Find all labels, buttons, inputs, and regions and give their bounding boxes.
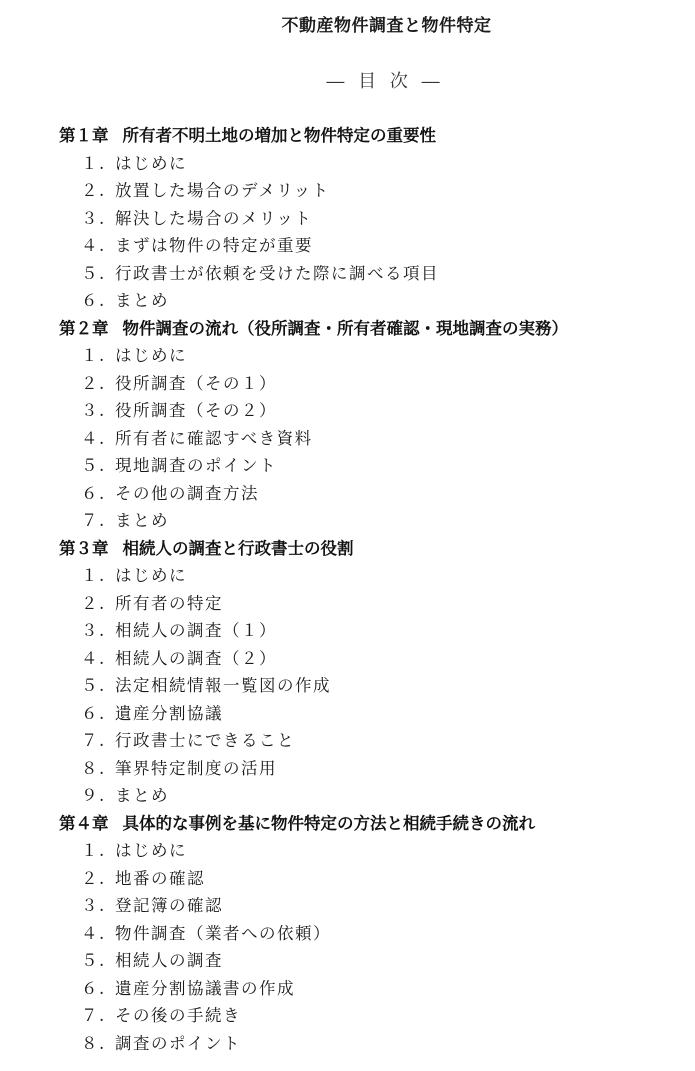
toc-item-text: まずは物件の特定が重要: [115, 236, 313, 255]
toc-item-number: ６.: [81, 978, 106, 998]
toc-item-number: ６.: [81, 483, 106, 503]
toc-item: [59, 645, 679, 673]
toc-item-number: ５.: [81, 263, 106, 283]
chapter-number: 第４章: [59, 813, 109, 833]
toc-item-number: ７.: [81, 511, 106, 530]
toc-item: [59, 177, 679, 205]
toc-item-number: ６.: [81, 291, 106, 310]
toc-item: [59, 370, 679, 398]
toc-item-text: 所有者の特定: [115, 593, 223, 613]
toc-item: [59, 1030, 679, 1058]
toc-item: [59, 480, 679, 508]
document-title: 不動産物件調査と物件特定: [281, 16, 492, 36]
toc-item: [59, 590, 679, 618]
toc-item: [59, 837, 679, 865]
toc-item-number: ４.: [81, 923, 106, 943]
toc-item-number: ２.: [81, 868, 106, 888]
toc-item-number: ４.: [81, 236, 106, 255]
toc-item: [59, 617, 679, 645]
toc-item: [59, 947, 679, 975]
toc-item: [59, 507, 679, 535]
toc-item-text: はじめに: [115, 841, 187, 860]
toc-item-text: 所有者に確認すべき資料: [115, 428, 313, 448]
chapter-number: 第３章: [59, 538, 109, 558]
toc-item-text: はじめに: [115, 566, 187, 585]
toc-item-number: ２.: [81, 373, 106, 393]
toc-item-text: 相続人の調査: [115, 951, 223, 970]
toc-item-number: １.: [81, 346, 106, 365]
toc-item-text: 地番の確認: [115, 868, 205, 888]
toc-item-text: 遺産分割協議: [115, 703, 223, 723]
chapter-heading: [59, 535, 679, 563]
toc-item-number: ４.: [81, 648, 106, 668]
toc-item-number: １.: [81, 841, 106, 860]
chapter-2: [59, 315, 679, 535]
toc-item: [59, 232, 679, 260]
toc-item-number: ８.: [81, 758, 106, 778]
toc-item-number: ７.: [81, 1006, 106, 1025]
toc-item: [59, 562, 679, 590]
toc-item-text: 物件調査（業者への依頼）: [115, 923, 331, 943]
toc-item-text: 役所調査（その１）: [115, 373, 277, 393]
toc-item-text: まとめ: [115, 786, 169, 805]
toc-item-number: ３.: [81, 401, 106, 420]
toc-item-number: ３.: [81, 896, 106, 915]
toc-item-text: 相続人の調査（１）: [115, 621, 277, 640]
chapter-heading: [59, 315, 679, 343]
chapter-3: [59, 535, 679, 810]
toc-item-number: １.: [81, 566, 106, 585]
toc-item-text: 行政書士にできること: [115, 731, 295, 750]
toc-item-number: ８.: [81, 1033, 106, 1053]
toc-item-text: はじめに: [115, 346, 187, 365]
toc-item: [59, 700, 679, 728]
toc-item-text: 筆界特定制度の活用: [115, 758, 277, 778]
toc-item: [59, 755, 679, 783]
toc-item-number: ７.: [81, 731, 106, 750]
toc-item-number: ５.: [81, 456, 106, 475]
toc-item-number: ５.: [81, 676, 106, 695]
toc-item-number: ２.: [81, 593, 106, 613]
chapter-heading: [59, 122, 679, 150]
toc-item-text: 遺産分割協議書の作成: [115, 978, 295, 998]
toc-heading: ― 目 次 ―: [326, 71, 444, 92]
chapter-number: 第１章: [59, 126, 109, 145]
toc-item-number: ９.: [81, 786, 106, 805]
toc-item-text: 役所調査（その２）: [115, 401, 277, 420]
toc-item: [59, 865, 679, 893]
chapter-heading: [59, 810, 679, 838]
toc-item: [59, 892, 679, 920]
toc-item-text: 調査のポイント: [115, 1033, 241, 1053]
table-of-contents: [59, 122, 679, 1057]
chapter-title: 具体的な事例を基に物件特定の方法と相続手続きの流れ: [122, 813, 535, 833]
toc-item-number: ６.: [81, 703, 106, 723]
toc-item-number: ３.: [81, 208, 106, 228]
chapter-1: [59, 122, 679, 315]
toc-item-text: 法定相続情報一覧図の作成: [115, 676, 331, 695]
toc-item: [59, 782, 679, 810]
toc-item-number: ３.: [81, 621, 106, 640]
toc-item-text: 相続人の調査（２）: [115, 648, 277, 668]
toc-item-number: ２.: [81, 181, 106, 200]
toc-item-text: まとめ: [115, 511, 169, 530]
toc-item: [59, 452, 679, 480]
toc-item: [59, 342, 679, 370]
toc-item-text: まとめ: [115, 291, 169, 310]
toc-item-text: 登記簿の確認: [115, 896, 223, 915]
toc-item: [59, 205, 679, 233]
toc-item-number: １.: [81, 153, 106, 173]
toc-item: [59, 287, 679, 315]
toc-item: [59, 672, 679, 700]
chapter-title: 物件調査の流れ（役所調査・所有者確認・現地調査の実務）: [122, 318, 568, 338]
toc-item: [59, 1002, 679, 1030]
toc-item: [59, 260, 679, 288]
chapter-4: [59, 810, 679, 1058]
toc-item-text: その後の手続き: [115, 1006, 241, 1025]
toc-item-number: ４.: [81, 428, 106, 448]
toc-item: [59, 727, 679, 755]
toc-item: [59, 150, 679, 178]
toc-item-text: 行政書士が依頼を受けた際に調べる項目: [115, 263, 439, 283]
chapter-title: 相続人の調査と行政書士の役割: [122, 538, 354, 558]
toc-item-text: はじめに: [115, 153, 187, 173]
chapter-number: 第２章: [59, 318, 109, 338]
toc-item: [59, 975, 679, 1003]
toc-item: [59, 920, 679, 948]
toc-item: [59, 425, 679, 453]
toc-item: [59, 397, 679, 425]
chapter-title: 所有者不明土地の増加と物件特定の重要性: [122, 126, 436, 145]
toc-item-number: ５.: [81, 951, 106, 970]
toc-item-text: その他の調査方法: [115, 483, 259, 503]
toc-item-text: 放置した場合のデメリット: [115, 181, 330, 200]
toc-item-text: 現地調査のポイント: [115, 456, 277, 475]
toc-item-text: 解決した場合のメリット: [115, 208, 313, 228]
